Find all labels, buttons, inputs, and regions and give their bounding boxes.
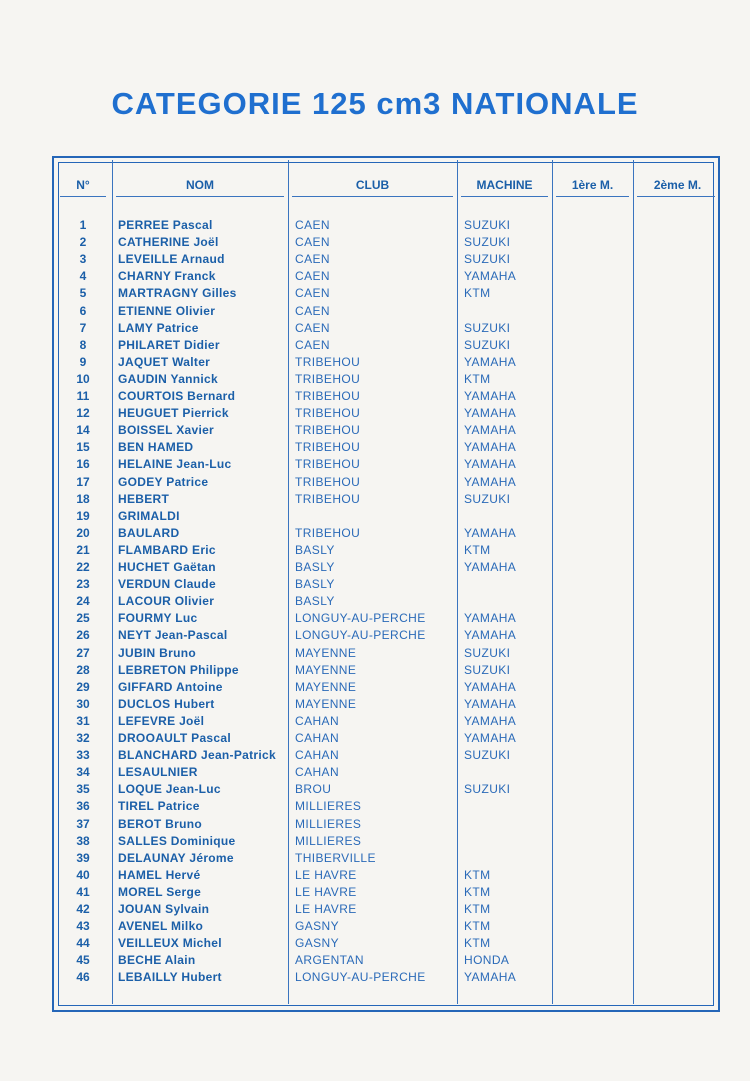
rider-name: PERREE Pascal <box>118 218 213 232</box>
machine-brand: SUZUKI <box>464 218 511 232</box>
table-row <box>54 543 722 560</box>
row-number: 42 <box>76 902 90 916</box>
header-first-round: 1ère M. <box>571 178 614 192</box>
club-name: TRIBEHOU <box>295 423 361 438</box>
club-name: CAEN <box>295 286 330 301</box>
club-name: CAEN <box>295 320 330 335</box>
table-row <box>54 885 722 902</box>
row-number: 39 <box>76 850 90 865</box>
club-name: CAEN <box>295 269 330 284</box>
machine-brand: KTM <box>464 371 491 386</box>
machine-brand: YAMAHA <box>464 611 517 626</box>
table-row <box>54 338 722 355</box>
table-row <box>54 321 722 338</box>
table-row <box>54 423 722 440</box>
rider-name: MOREL Serge <box>118 884 202 899</box>
machine-brand: YAMAHA <box>464 474 517 489</box>
rider-name: LEFEVRE Joël <box>118 713 205 728</box>
machine-brand: YAMAHA <box>464 696 517 711</box>
club-name: BASLY <box>295 594 335 609</box>
table-row <box>54 851 722 868</box>
row-number: 5 <box>79 286 87 301</box>
club-name: LONGUY-AU-PERCHE <box>295 611 426 626</box>
row-number: 31 <box>76 713 90 728</box>
rider-name: NEYT Jean-Pascal <box>118 628 228 643</box>
row-number: 24 <box>76 594 90 609</box>
machine-brand: KTM <box>464 542 491 557</box>
row-number: 14 <box>76 423 90 438</box>
row-number: 41 <box>76 884 90 899</box>
header-underline <box>637 196 715 197</box>
row-number: 16 <box>76 457 90 472</box>
machine-brand: SUZUKI <box>464 337 511 352</box>
club-name: MAYENNE <box>295 662 357 677</box>
club-name: LONGUY-AU-PERCHE <box>295 970 426 985</box>
row-number: 22 <box>76 560 90 574</box>
rider-name: FLAMBARD Eric <box>118 542 216 557</box>
rider-name: HUCHET Gaëtan <box>118 560 216 574</box>
machine-brand: YAMAHA <box>464 679 517 694</box>
rider-name: HAMEL Hervé <box>118 867 201 882</box>
machine-brand: KTM <box>464 919 491 934</box>
table-row <box>54 628 722 645</box>
club-name: TRIBEHOU <box>295 440 361 455</box>
club-name: MILLIERES <box>295 833 362 848</box>
rider-name: LAMY Patrice <box>118 320 199 335</box>
machine-brand: YAMAHA <box>464 713 517 728</box>
rider-name: VEILLEUX Michel <box>118 936 222 951</box>
row-number: 27 <box>76 645 90 660</box>
row-number: 11 <box>76 389 90 403</box>
header-nom: NOM <box>186 178 214 192</box>
club-name: CAHAN <box>295 748 340 763</box>
rider-name: FOURMY Luc <box>118 611 198 626</box>
club-name: CAEN <box>295 235 330 250</box>
table-row <box>54 269 722 286</box>
table-row <box>54 902 722 919</box>
club-name: LE HAVRE <box>295 902 357 916</box>
table-row <box>54 252 722 269</box>
machine-brand: KTM <box>464 884 491 899</box>
row-number: 15 <box>76 440 90 455</box>
machine-brand: SUZUKI <box>464 662 511 677</box>
row-number: 12 <box>76 406 90 421</box>
club-name: BROU <box>295 782 332 797</box>
machine-brand: YAMAHA <box>464 440 517 455</box>
table-row <box>54 372 722 389</box>
rider-name: AVENEL Milko <box>118 919 204 934</box>
row-number: 35 <box>76 782 90 797</box>
machine-brand: KTM <box>464 286 491 301</box>
row-number: 21 <box>76 542 90 557</box>
header-club: CLUB <box>355 178 390 192</box>
table-row <box>54 919 722 936</box>
machine-brand: YAMAHA <box>464 457 517 472</box>
club-name: CAHAN <box>295 765 340 780</box>
table-row <box>54 492 722 509</box>
club-name: LONGUY-AU-PERCHE <box>295 628 426 643</box>
rider-name: BAULARD <box>118 525 180 540</box>
machine-brand: HONDA <box>464 953 510 968</box>
row-number: 10 <box>76 371 90 386</box>
machine-brand: YAMAHA <box>464 628 517 643</box>
rider-name: CATHERINE Joël <box>118 235 219 250</box>
row-number: 34 <box>76 765 90 780</box>
machine-brand: YAMAHA <box>464 406 517 421</box>
rider-name: BLANCHARD Jean-Patrick <box>118 748 276 763</box>
table-row <box>54 697 722 714</box>
table-row <box>54 389 722 406</box>
rider-name: VERDUN Claude <box>118 577 216 592</box>
row-number: 40 <box>76 867 90 882</box>
row-number: 43 <box>76 919 90 934</box>
row-number: 17 <box>76 474 90 489</box>
rider-name: PHILARET Didier <box>118 337 220 352</box>
machine-brand: SUZUKI <box>464 491 511 506</box>
rider-name: HELAINE Jean-Luc <box>118 457 232 472</box>
row-number: 9 <box>79 354 87 369</box>
rider-name: DUCLOS Hubert <box>118 696 215 711</box>
row-number: 37 <box>76 816 90 831</box>
header-num: N° <box>76 178 90 192</box>
row-number: 38 <box>76 833 90 848</box>
row-number: 46 <box>76 970 90 985</box>
row-number: 23 <box>76 577 90 592</box>
machine-brand: YAMAHA <box>464 525 517 540</box>
machine-brand: YAMAHA <box>464 389 517 403</box>
rider-name: CHARNY Franck <box>118 269 216 284</box>
table-row <box>54 953 722 970</box>
rider-name: JUBIN Bruno <box>118 645 196 660</box>
machine-brand: KTM <box>464 867 491 882</box>
club-name: CAEN <box>295 337 330 352</box>
machine-brand: SUZUKI <box>464 252 511 267</box>
header-machine: MACHINE <box>476 178 533 192</box>
table-row <box>54 817 722 834</box>
club-name: LE HAVRE <box>295 884 357 899</box>
machine-brand: YAMAHA <box>464 970 517 985</box>
club-name: ARGENTAN <box>295 953 364 968</box>
table-row <box>54 936 722 953</box>
machine-brand: SUZUKI <box>464 782 511 797</box>
entry-list-table <box>52 156 720 1012</box>
table-row <box>54 286 722 303</box>
rider-name: LEBAILLY Hubert <box>118 970 222 985</box>
header-underline <box>292 196 453 197</box>
rider-name: LEVEILLE Arnaud <box>118 252 225 267</box>
table-row <box>54 218 722 235</box>
club-name: TRIBEHOU <box>295 389 361 403</box>
table-row <box>54 782 722 799</box>
row-number: 36 <box>76 799 90 814</box>
machine-brand: SUZUKI <box>464 235 511 250</box>
row-number: 1 <box>79 218 87 232</box>
rider-name: JOUAN Sylvain <box>118 902 210 916</box>
table-row <box>54 509 722 526</box>
rider-name: LACOUR Olivier <box>118 594 215 609</box>
rider-name: BOISSEL Xavier <box>118 423 215 438</box>
table-row <box>54 235 722 252</box>
club-name: MAYENNE <box>295 679 357 694</box>
club-name: CAEN <box>295 303 330 318</box>
club-name: GASNY <box>295 919 340 934</box>
row-number: 19 <box>76 508 90 523</box>
machine-brand: YAMAHA <box>464 560 517 574</box>
row-number: 30 <box>76 696 90 711</box>
machine-brand: SUZUKI <box>464 748 511 763</box>
header-second-round: 2ème M. <box>653 178 702 192</box>
club-name: TRIBEHOU <box>295 406 361 421</box>
machine-brand: SUZUKI <box>464 320 511 335</box>
row-number: 4 <box>79 269 87 284</box>
club-name: BASLY <box>295 560 335 574</box>
machine-brand: YAMAHA <box>464 354 517 369</box>
machine-brand: YAMAHA <box>464 269 517 284</box>
rider-name: HEUGUET Pierrick <box>118 406 229 421</box>
rider-name: BEN HAMED <box>118 440 194 455</box>
club-name: MAYENNE <box>295 696 357 711</box>
club-name: BASLY <box>295 542 335 557</box>
table-row <box>54 526 722 543</box>
table-row <box>54 680 722 697</box>
rider-name: JAQUET Walter <box>118 354 211 369</box>
header-underline <box>556 196 629 197</box>
club-name: MILLIERES <box>295 799 362 814</box>
club-name: LE HAVRE <box>295 867 357 882</box>
table-row <box>54 646 722 663</box>
machine-brand: KTM <box>464 902 491 916</box>
club-name: CAEN <box>295 218 330 232</box>
rider-name: HEBERT <box>118 491 170 506</box>
rider-name: TIREL Patrice <box>118 799 200 814</box>
club-name: TRIBEHOU <box>295 371 361 386</box>
rider-name: GODEY Patrice <box>118 474 209 489</box>
row-number: 44 <box>76 936 90 951</box>
header-underline <box>60 196 106 197</box>
club-name: TRIBEHOU <box>295 474 361 489</box>
table-row <box>54 868 722 885</box>
table-row <box>54 970 722 987</box>
club-name: TRIBEHOU <box>295 354 361 369</box>
header-underline <box>461 196 548 197</box>
table-row <box>54 355 722 372</box>
club-name: MAYENNE <box>295 645 357 660</box>
row-number: 18 <box>76 491 90 506</box>
rider-name: GIFFARD Antoine <box>118 679 223 694</box>
table-row <box>54 440 722 457</box>
rider-name: DROOAULT Pascal <box>118 731 231 745</box>
row-number: 29 <box>76 679 90 694</box>
machine-brand: YAMAHA <box>464 731 517 745</box>
row-number: 32 <box>76 731 90 745</box>
table-row <box>54 611 722 628</box>
rider-name: DELAUNAY Jérome <box>118 850 234 865</box>
club-name: TRIBEHOU <box>295 457 361 472</box>
club-name: THIBERVILLE <box>295 850 376 865</box>
machine-brand: KTM <box>464 936 491 951</box>
row-number: 25 <box>76 611 90 626</box>
row-number: 26 <box>76 628 90 643</box>
table-row <box>54 406 722 423</box>
row-number: 6 <box>79 303 87 318</box>
row-number: 33 <box>76 748 90 763</box>
row-number: 20 <box>76 525 90 540</box>
row-number: 8 <box>79 337 87 352</box>
row-number: 45 <box>76 953 90 968</box>
club-name: BASLY <box>295 577 335 592</box>
table-row <box>54 765 722 782</box>
row-number: 3 <box>79 252 87 267</box>
table-row <box>54 304 722 321</box>
row-number: 2 <box>79 235 87 250</box>
club-name: TRIBEHOU <box>295 491 361 506</box>
rider-name: GAUDIN Yannick <box>118 371 219 386</box>
machine-brand: SUZUKI <box>464 645 511 660</box>
rider-name: BECHE Alain <box>118 953 196 968</box>
rider-name: LOQUE Jean-Luc <box>118 782 221 797</box>
rider-name: LEBRETON Philippe <box>118 662 239 677</box>
table-row <box>54 799 722 816</box>
row-number: 28 <box>76 662 90 677</box>
club-name: CAEN <box>295 252 330 267</box>
table-row <box>54 594 722 611</box>
rider-name: MARTRAGNY Gilles <box>118 286 237 301</box>
club-name: TRIBEHOU <box>295 525 361 540</box>
rider-name: COURTOIS Bernard <box>118 389 236 403</box>
table-row <box>54 748 722 765</box>
club-name: CAHAN <box>295 731 340 745</box>
table-row <box>54 834 722 851</box>
rider-name: BEROT Bruno <box>118 816 202 831</box>
table-row <box>54 714 722 731</box>
table-row <box>54 560 722 577</box>
club-name: GASNY <box>295 936 340 951</box>
table-row <box>54 731 722 748</box>
table-row <box>54 475 722 492</box>
club-name: CAHAN <box>295 713 340 728</box>
rider-name: ETIENNE Olivier <box>118 303 216 318</box>
page-title: CATEGORIE 125 cm3 NATIONALE <box>111 86 639 121</box>
rider-name: GRIMALDI <box>118 508 180 523</box>
row-number: 7 <box>79 320 87 335</box>
rider-name: SALLES Dominique <box>118 833 236 848</box>
rider-name: LESAULNIER <box>118 765 198 780</box>
machine-brand: YAMAHA <box>464 423 517 438</box>
table-row <box>54 577 722 594</box>
club-name: MILLIERES <box>295 816 362 831</box>
header-underline <box>116 196 284 197</box>
table-row <box>54 457 722 474</box>
table-row <box>54 663 722 680</box>
